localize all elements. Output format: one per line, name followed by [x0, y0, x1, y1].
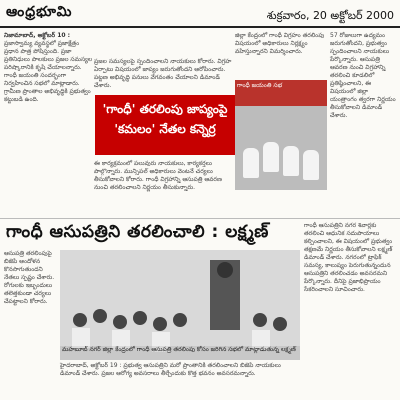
section-divider — [0, 218, 400, 219]
story1-right-top-text: జిల్లా కేంద్రంలో గాంధీ విగ్రహం తరలింపు విషయంలో అధికారులు నిర్లక్ష్యం వహిస్తున్నారని విమర్శించారు. — [235, 32, 325, 55]
story1-body: ఈ కార్యక్రమంలో పలువురు నాయకులు, కార్యకర్తలు పాల్గొన్నారు. మున్సిపల్ అధికారులు వెంటనే చర్యలు తీసుకోవాలని కోరారు. గాంధీ విగ్రహాన్ని ఆసుపత్రి ఆవరణ నుంచి తరలించాలని నిర్ణయం తీసుకున్నారు. — [94, 160, 222, 191]
story2-right-column: గాంధీ ఆసుపత్రిని నగర శివార్లకు తరలించి ఆధునిక సదుపాయాలు కల్పించాలని, ఈ విషయంలో ప్రభుత్వం తక్షణమే నిర్ణయం తీసుకోవాలని లక్ష్మణ్ డిమాండ్ చేశారు. నగరంలో ట్రాఫిక్ సమస్య, కాలుష్యం పెరుగుతున్నందున ఆసుపత్రిని తరలించడం అవసరమని పేర్కొన్నారు. దీనిపై ప్రజాభిప్రాయం సేకరించాలని సూచించారు. — [304, 222, 393, 293]
intro-text: ప్రజాస్వామ్య వ్యవస్థలో ప్రజాక్షేత్రం ప్రధాన పాత్ర పోషిస్తుంది. ప్రజా ప్రతినిధులు పాలకులు ప్రజల సమస్యల పరిష్కారానికి కృషి చేయాలన్నారు. గాంధీ జయంతి సందర్భంగా నిర్వహించిన సభలో మాట్లాడారు. గ్రామీణ ప్రాంతాల అభివృద్ధికి ప్రభుత్వం కట్టుబడి ఉంది. — [4, 40, 93, 103]
headline-line-1: 'గాంధీ' తరలింపు జాప్యంపై — [102, 102, 228, 116]
intro-dateline: నిజామాబాద్, అక్టోబర్ 10 : — [4, 32, 71, 39]
photo-caption: మహబూబ్ నగర్ జిల్లా కేంద్రంలో గాంధీ ఆసుపత్రి తరలింపు కోసం జరిగిన సభలో మాట్లాడుతున్న లక్ష్మణ్ — [60, 346, 300, 360]
masthead — [0, 0, 400, 30]
story1-photo — [235, 80, 327, 190]
newspaper-logo: ఆంధ్రభూమి — [6, 4, 73, 20]
story2-body: హైదరాబాద్, అక్టోబర్ 19 : ప్రభుత్వ ఆసుపత్రిని మరో ప్రాంతానికి తరలించాలని బిజెపి నాయకులు డిమాండ్ చేశారు. ప్రజల ఆరోగ్య అవసరాలు తీర్చేందుకు కొత్త భవనం అవసరమన్నారు. — [60, 362, 281, 377]
story2-left-text: ఆసుపత్రి తరలింపుపై బిజెపి ఆందోళన కొనసాగుతుందని నేతలు స్పష్టం చేశారు. రోగులకు ఇబ్బందులు తలెత్తకుండా చర్యలు చేపట్టాలని కోరారు. — [4, 250, 55, 305]
photo-banner: గాంధీ జయంతి సభ — [235, 80, 327, 106]
masthead-rule — [0, 26, 400, 28]
crowd-illustration — [60, 250, 300, 360]
photo-people — [241, 128, 321, 186]
issue-date: శుక్రవారం, 20 అక్టోబర్ 2000 — [266, 9, 394, 22]
story1-headline — [95, 95, 235, 155]
story2-headline: గాంధీ ఆసుపత్రిని తరలించాలి : లక్ష్మణ్ — [6, 222, 269, 242]
story1-lede: ప్రజల సమస్యలపై స్పందించాలని నాయకులు కోరారు. విగ్రహ ఏర్పాటు విషయంలో జాప్యం జరుగుతోందని ఆరోపించారు. పట్టణ అభివృద్ధి పనులు వేగవంతం చేయాలని డిమాండ్ చేశారు. — [94, 58, 232, 89]
story2-photo — [60, 250, 300, 360]
headline-line-2: 'కమలం' నేతల కన్నెర్ర — [114, 122, 216, 136]
intro-column — [4, 32, 94, 120]
story1-right-column: 57 రోజులుగా ఉద్యమం జరుగుతోందని, ప్రభుత్వం స్పందించాలని నాయకులు పేర్కొన్నారు. ఆసుపత్రి ఆవరణ నుంచి విగ్రహాన్ని తరలించి కూడలిలో ప్రతిష్ఠించాలని, ఈ విషయంలో జిల్లా యంత్రాంగం త్వరగా నిర్ణయం తీసుకోవాలని డిమాండ్ చేశారు. — [330, 32, 396, 119]
